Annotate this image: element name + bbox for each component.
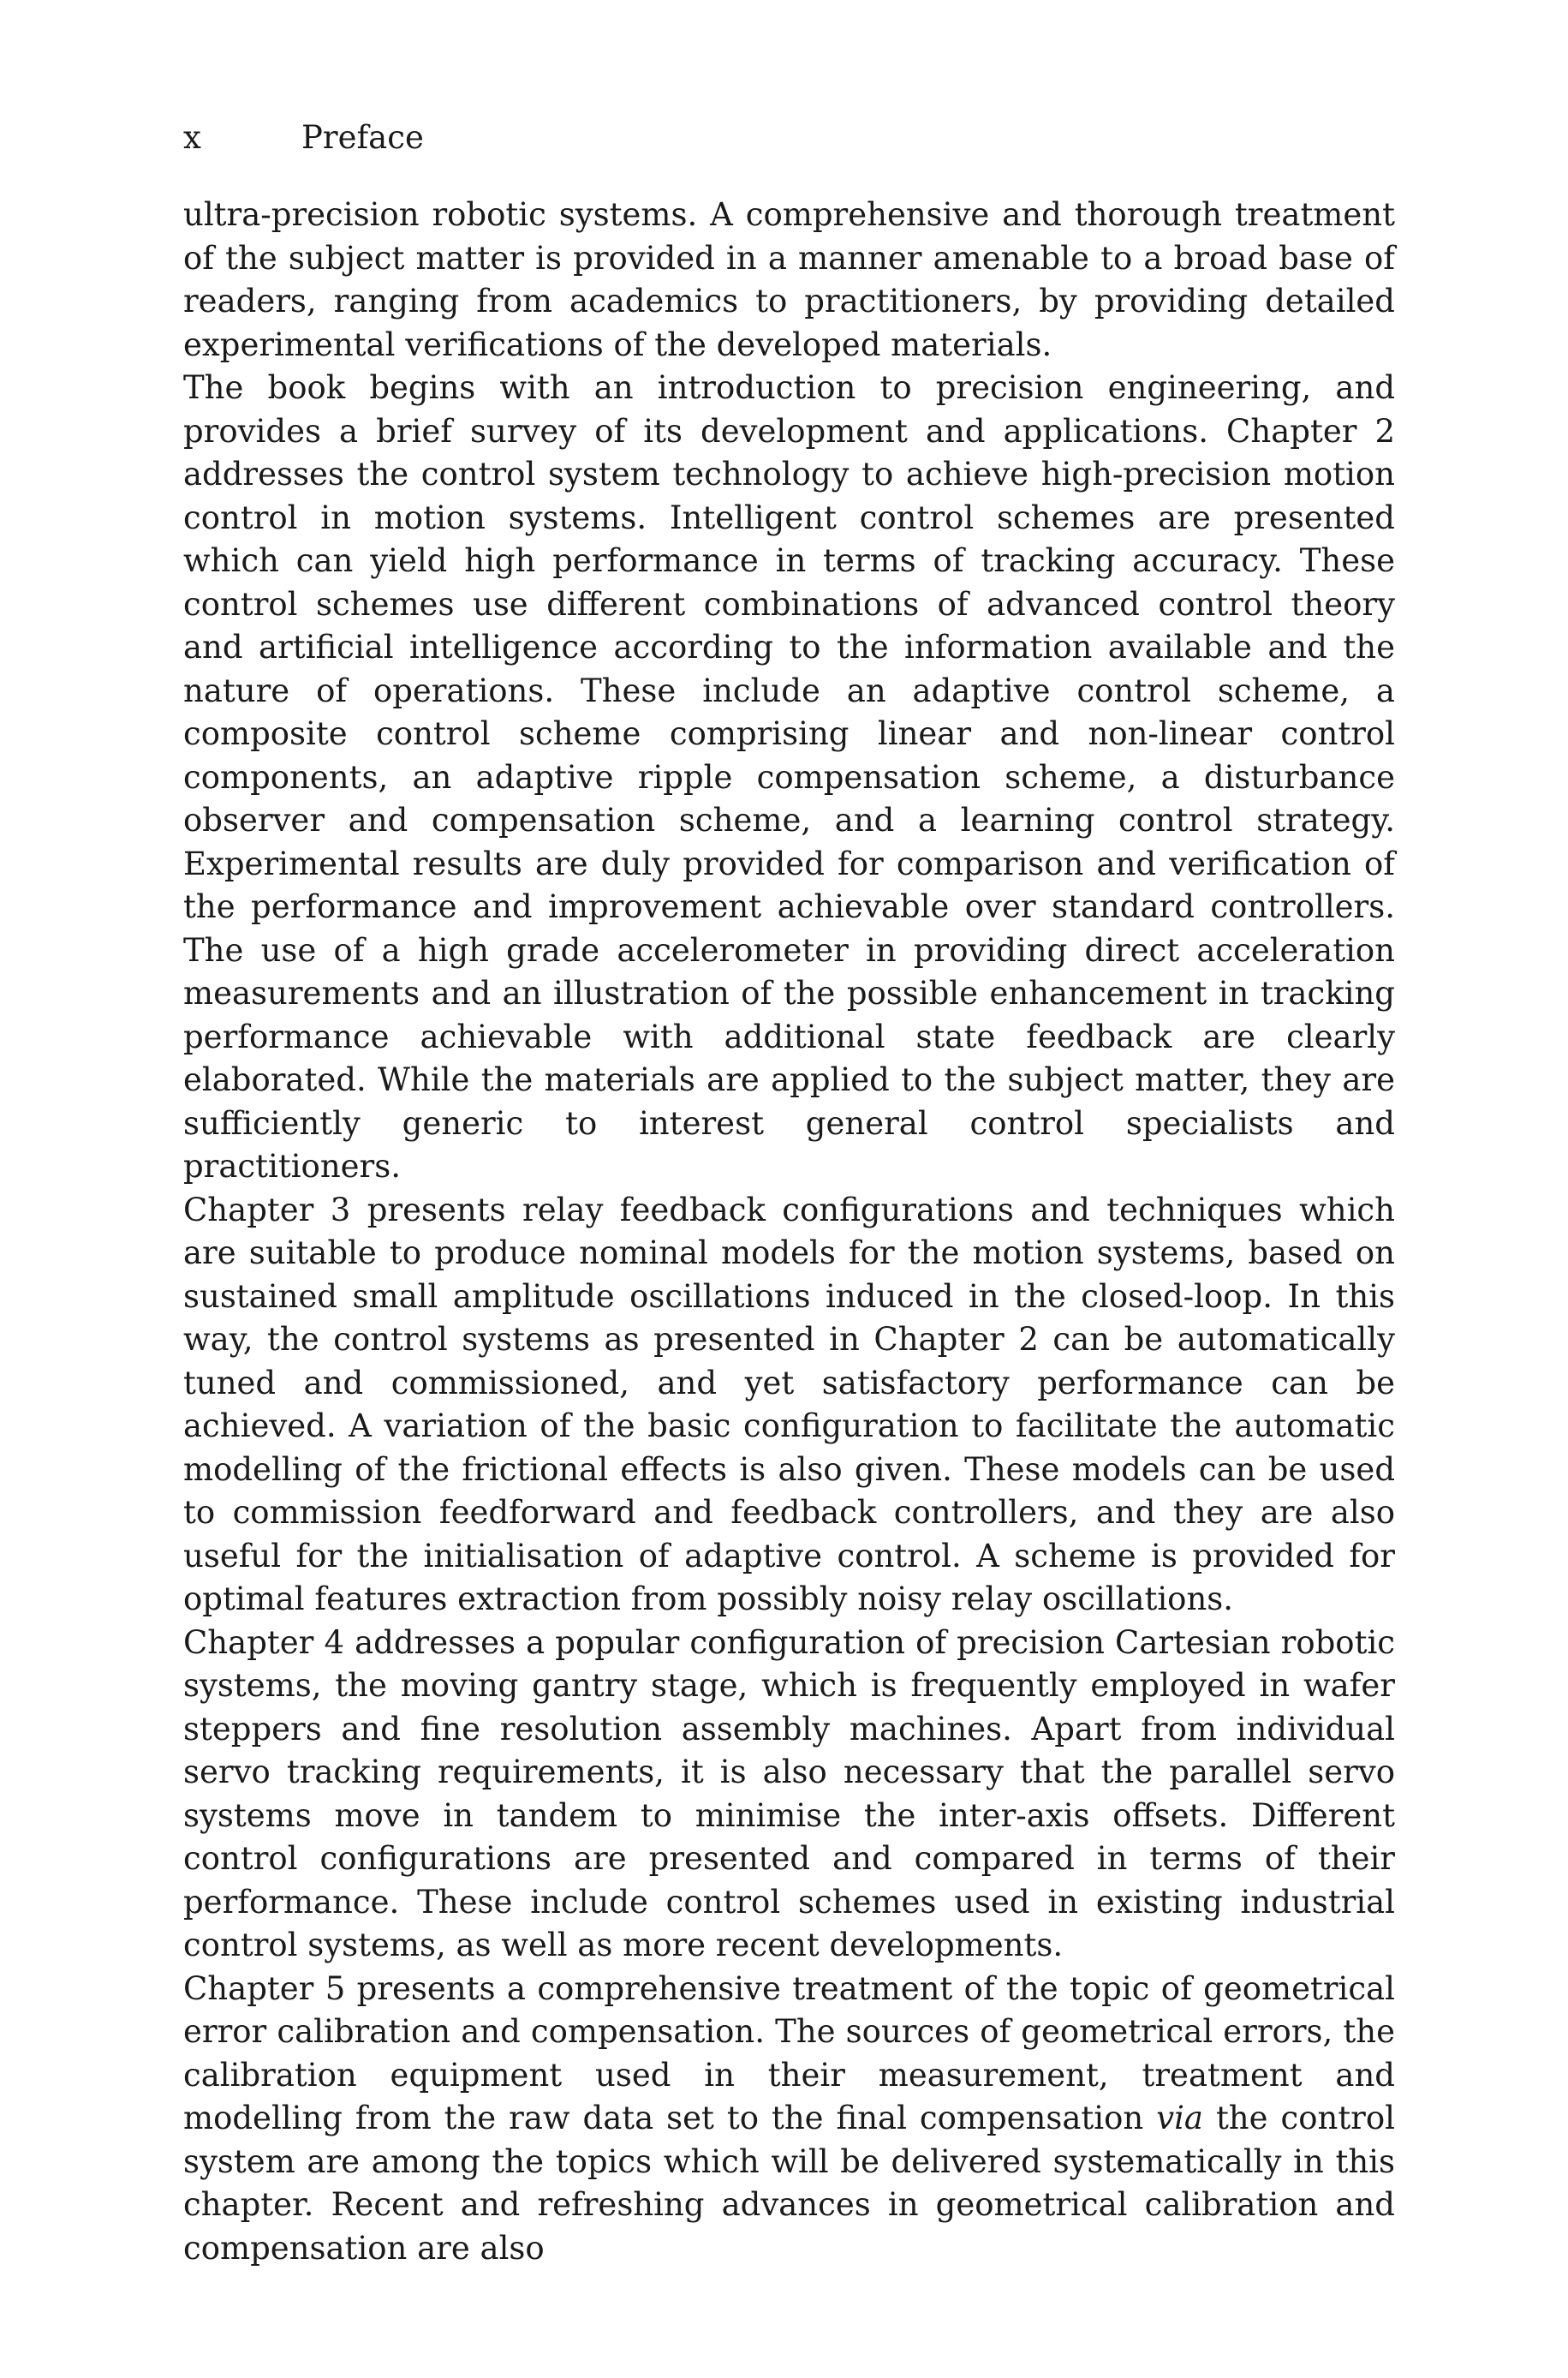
page-number: x [183, 119, 201, 156]
paragraph-chapter-5-text-before: Chapter 5 presents a comprehensive treatment of the topic of geometrical error calibration and compensation. The sources of geometrical errors, the calibration equipment used in their measurement, treatment and modelling from the raw data set to the final compensation [183, 1969, 1395, 2136]
paragraph-continuation: ultra-precision robotic systems. A comprehensive and thorough treatment of the subject matter is provided in a manner amenable to a broad base of readers, ranging from academics to practitioners, by providing detailed experimental verifications of the developed materials. [183, 196, 1395, 363]
body-text [183, 194, 1395, 2270]
paragraph-chapter-5 [183, 1968, 1395, 2271]
paragraph-chapter-4: Chapter 4 addresses a popular configuration of precision Cartesian robotic systems, the moving gantry stage, which is frequently employed in wafer steppers and fine resolution assembly machines. Apart from individual servo tracking requirements, it is also necessary that the parallel servo systems move in tandem to minimise the inter-axis offsets. Different control configurations are presented and compared in terms of their performance. These include control schemes used in existing industrial control systems, as well as more recent developments. [183, 1623, 1395, 1963]
paragraph-chapter-5-italic: via [1156, 2100, 1203, 2136]
running-head [183, 117, 424, 159]
paragraph-book-overview: The book begins with an introduction to precision engineering, and provides a brief survey of its development and applications. Chapter 2 addresses the control system technology to achieve high-precision motion control in motion systems. Intelligent control schemes are presented which can yield high performance in terms of tracking accuracy. These control schemes use different combinations of advanced control theory and artificial intelligence according to the information available and the nature of operations. These include an adaptive control scheme, a composite control scheme comprising linear and non-linear control components, an adaptive ripple compensation scheme, a disturbance observer and compensation scheme, and a learning control strategy. Experimental results are duly provided for comparison and verification of the performance and improvement achievable over standard controllers. The use of a high grade accelerometer in providing direct acceleration measurements and an illustration of the possible enhancement in tracking performance achievable with additional state feedback are clearly elaborated. While the materials are applied to the subject matter, they are sufficiently generic to interest general control specialists and practitioners. [183, 369, 1395, 1185]
paragraph-chapter-5-text-after: the control system are among the topics which will be delivered systematically in this chapter. Recent and refreshing advances in geometrical calibration and compensation are also [183, 2100, 1395, 2267]
paragraph-chapter-3: Chapter 3 presents relay feedback configurations and techniques which are suitable to produce nominal models for the motion systems, based on sustained small amplitude oscillations induced in the closed-loop. In this way, the control systems as presented in Chapter 2 can be automatically tuned and commissioned, and yet satisfactory performance can be achieved. A variation of the basic configuration to facilitate the automatic modelling of the frictional effects is also given. These models can be used to commission feedforward and feedback controllers, and they are also useful for the initialisation of adaptive control. A scheme is provided for optimal features extraction from possibly noisy relay oscillations. [183, 1191, 1395, 1617]
running-head-title: Preface [301, 119, 424, 156]
